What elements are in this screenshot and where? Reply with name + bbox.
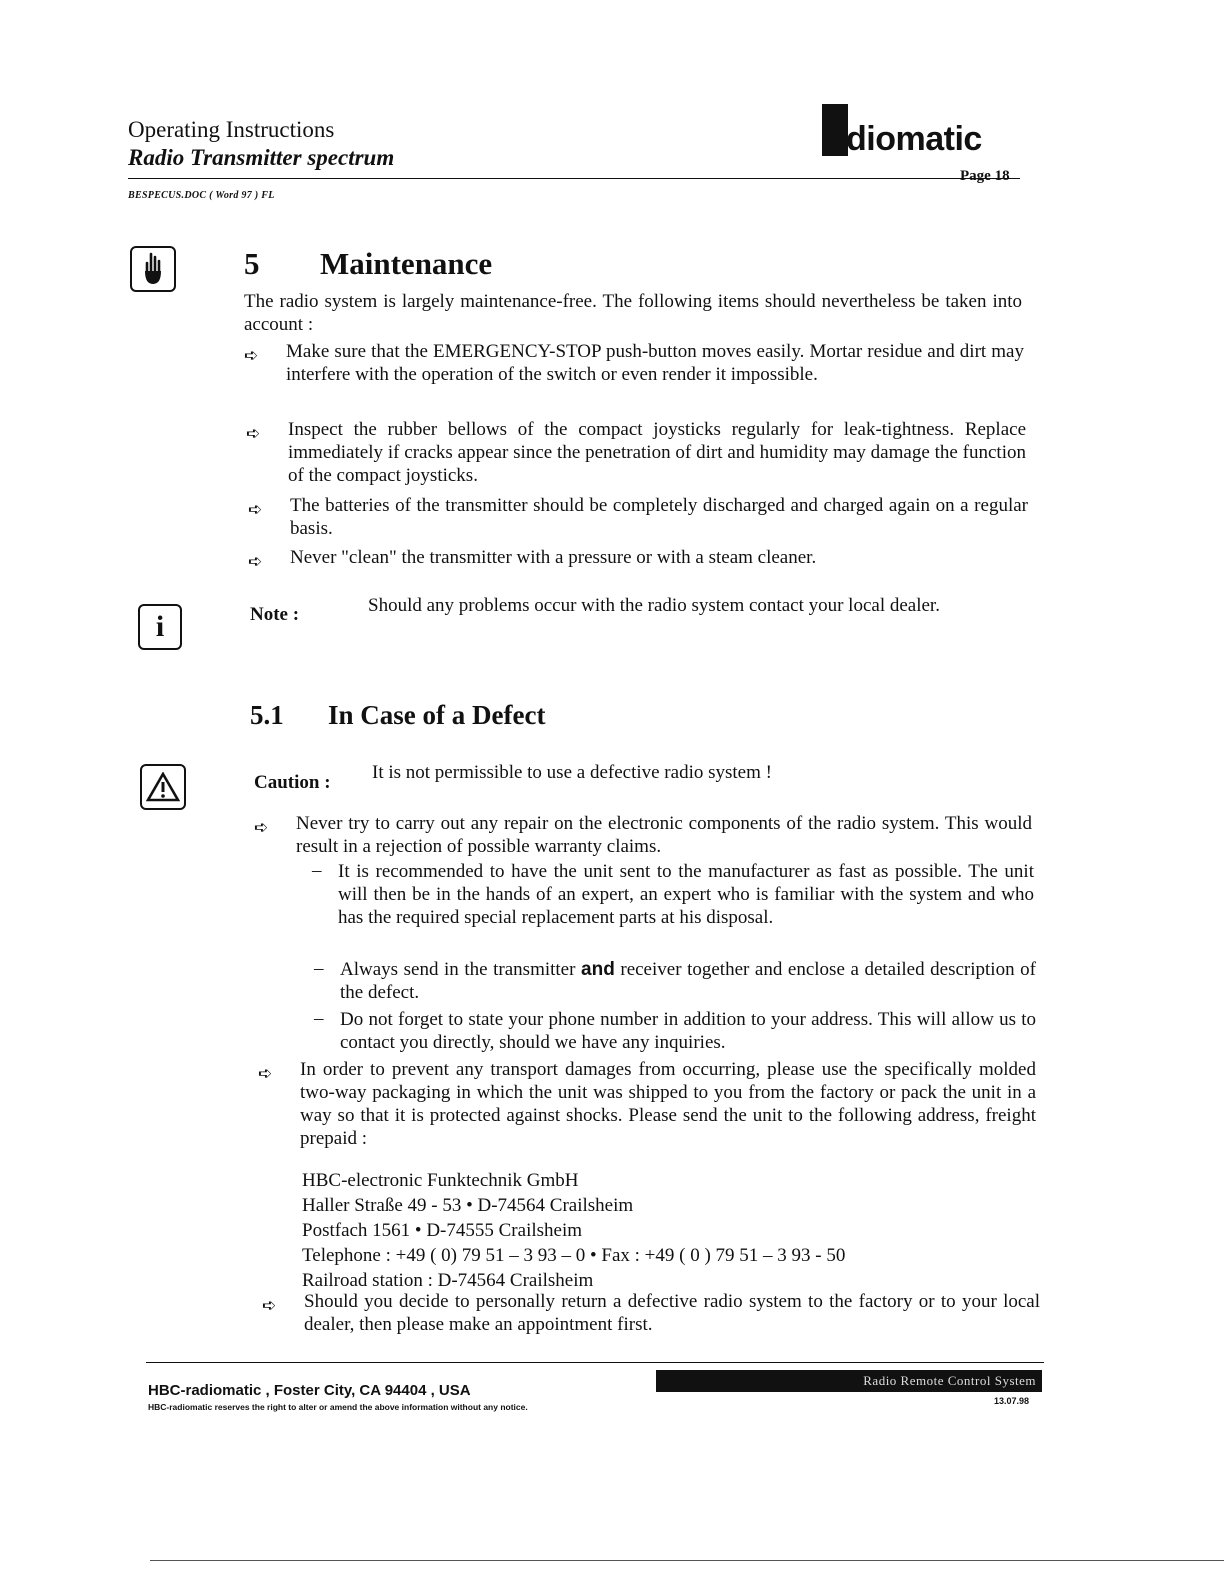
footer-rule [146,1362,1044,1363]
page-number: Page 18 [960,168,1010,184]
warning-triangle-icon [140,764,186,810]
list-item: Never "clean" the transmitter with a pressure or with a steam cleaner. [290,547,817,568]
section-heading-maintenance [244,246,492,282]
header-title: Operating Instructions [128,117,335,142]
address-block [302,1168,845,1293]
header-rule [128,178,1020,179]
arrow-right-icon: ➪ [248,552,263,572]
address-line: HBC-electronic Funktechnik GmbH [302,1170,579,1191]
text-span: receiver together and enclose a detailed description of the defect. [340,959,1036,1003]
footer-company: HBC-radiomatic , Foster City, CA 94404 , USA [148,1382,471,1399]
sub-list-item [340,958,1036,1004]
address-line: Haller Straße 49 - 53 • D-74564 Crailsheim [302,1195,634,1216]
section-number: 5 [244,246,260,281]
list-item: Make sure that the EMERGENCY-STOP push-button moves easily. Mortar residue and dirt may interfere with the operation of the switch or even render it impossible. [286,341,1024,385]
section-title: Maintenance [320,246,493,281]
dash-marker: – [312,860,322,881]
note-text: Should any problems occur with the radio system contact your local dealer. [368,595,940,616]
footer-date: 13.07.98 [994,1396,1030,1406]
maintenance-intro: The radio system is largely maintenance-free. The following items should nevertheless be taken into account : [244,291,1022,335]
list-item: The batteries of the transmitter should be completely discharged and charged again on a regular basis. [290,495,1028,539]
arrow-right-icon: ➪ [254,818,269,838]
caution-label: Caution : [254,772,331,793]
list-item: Never try to carry out any repair on the electronic components of the radio system. This would result in a rejection of possible warranty claims. [296,813,1032,857]
footer-disclaimer: HBC-radiomatic reserves the right to alter or amend the above information without any notice. [148,1402,528,1412]
dash-marker: – [314,958,324,979]
list-item: Inspect the rubber bellows of the compact joysticks regularly for leak-tightness. Replace immediately if cracks appear since the penetration of dirt and humidity may damage the function of the compact joysticks. [288,419,1026,486]
info-icon: i [138,604,182,650]
logo-text: diomatic [846,120,982,158]
footer-banner: Radio Remote Control System [656,1370,1042,1392]
header-subtitle: Radio Transmitter spectrum [128,145,395,170]
section-title: In Case of a Defect [328,700,546,730]
section-number: 5.1 [250,700,284,730]
sub-list-item: It is recommended to have the unit sent to the manufacturer as fast as possible. The unit will then be in the hands of an expert, an expert who is familiar with the system and who has the required special replacement parts at his disposal. [338,861,1034,928]
arrow-right-icon: ➪ [262,1296,277,1316]
document-reference: BESPECUS.DOC ( Word 97 ) FL [128,190,275,201]
emphasis-and: and [581,959,615,980]
dash-marker: – [314,1008,324,1029]
arrow-right-icon: ➪ [258,1064,273,1084]
address-line: Railroad station : D-74564 Crailsheim [302,1270,594,1291]
address-line: Telephone : +49 ( 0) 79 51 – 3 93 – 0 • Fax : +49 ( 0 ) 79 51 – 3 93 - 50 [302,1245,846,1266]
note-label: Note : [250,604,300,625]
arrow-right-icon: ➪ [246,424,261,444]
list-item: Should you decide to personally return a defective radio system to the factory or to your local dealer, then please make an appointment first. [304,1291,1040,1335]
sub-list-item: Do not forget to state your phone number in addition to your address. This will allow us to contact you directly, should we have any inquiries. [340,1009,1036,1053]
section-heading-defect [250,700,545,731]
hand-pointer-icon [130,246,176,292]
text-span: Always send in the transmitter [340,959,582,980]
page-bottom-rule [150,1560,1224,1561]
list-item: In order to prevent any transport damages from occurring, please use the specifically molded two-way packaging in which the unit was shipped to you from the factory or pack the unit in a way so that it is protected against shocks. Please send the unit to the following address, freight prepaid : [300,1059,1036,1149]
caution-text: It is not permissible to use a defective radio system ! [372,762,772,783]
address-line: Postfach 1561 • D-74555 Crailsheim [302,1220,583,1241]
arrow-right-icon: ➪ [244,346,259,366]
radiomatic-logo [822,104,1022,162]
arrow-right-icon: ➪ [248,500,263,520]
logo-block [822,104,848,156]
